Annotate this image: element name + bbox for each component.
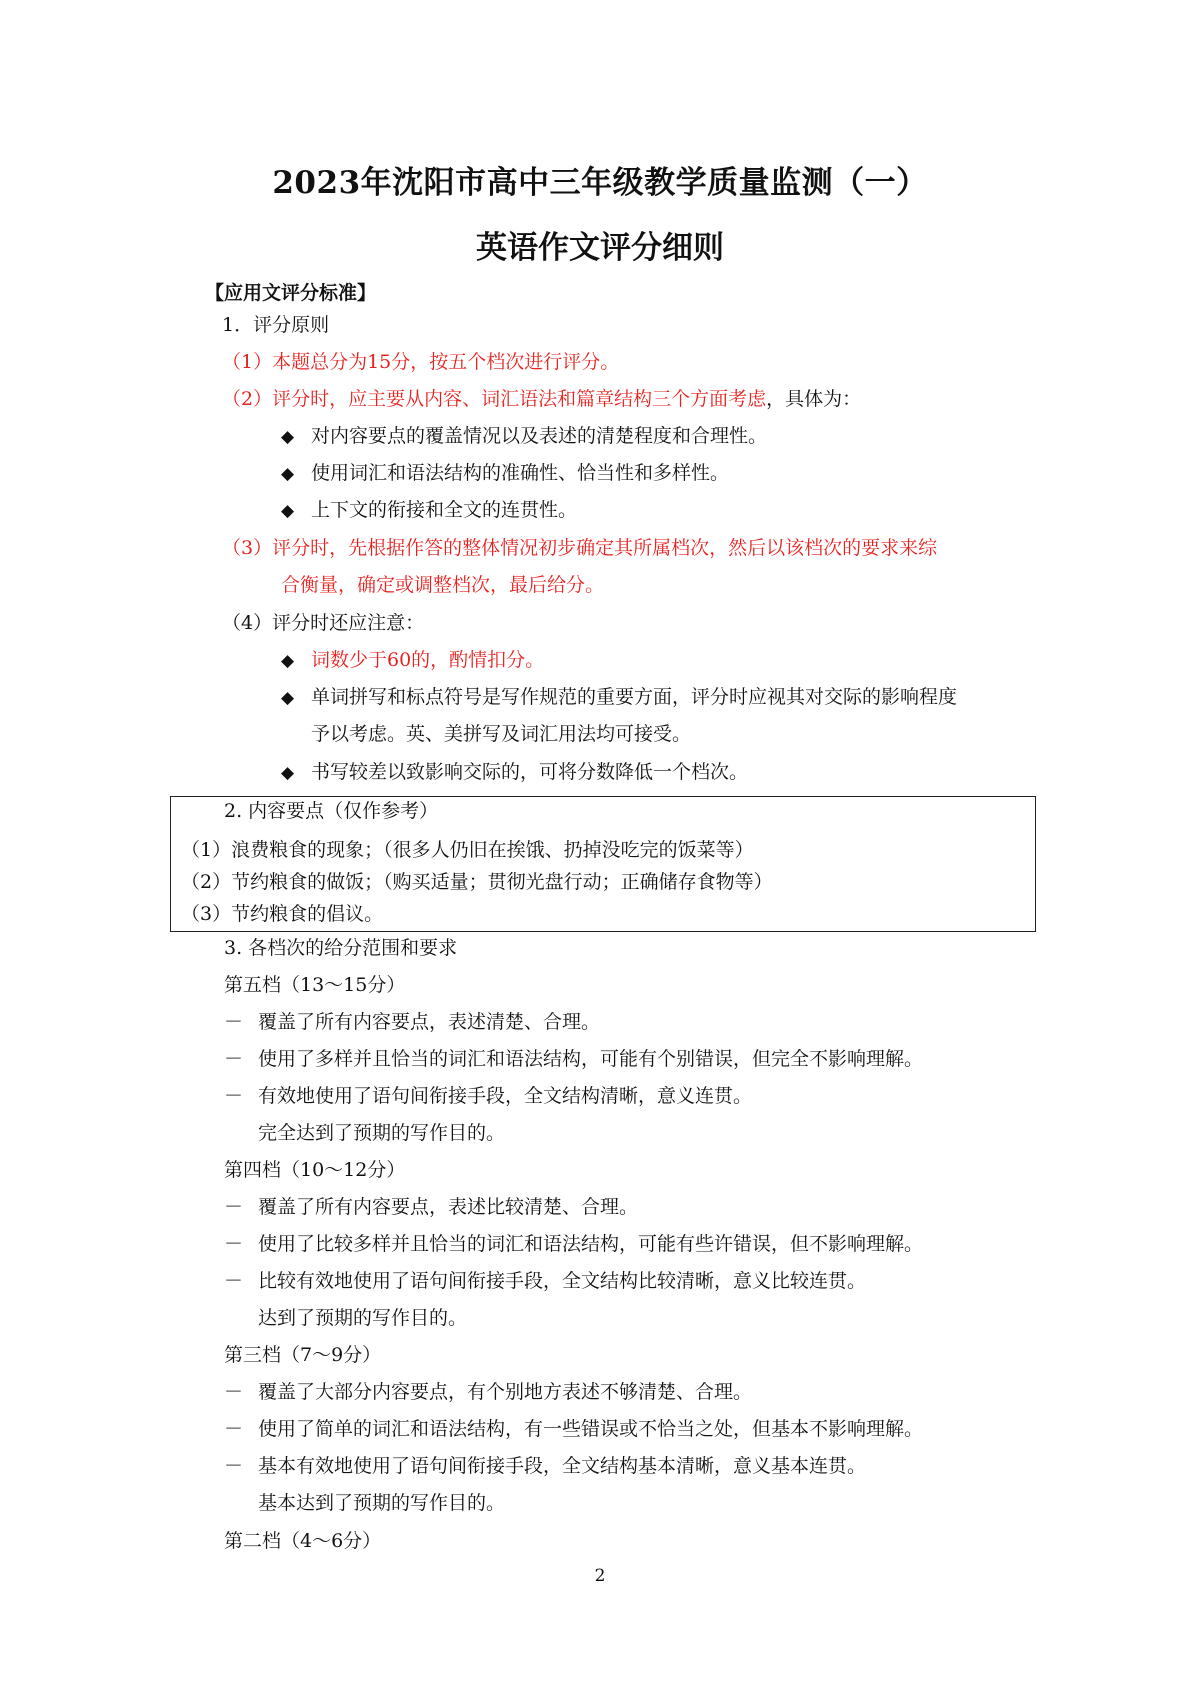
level-5-item-3 — [224, 1087, 752, 1106]
principle-2-highlight: （2）评分时，应主要从内容、词汇语法和篇章结构三个方面考虑 — [222, 388, 767, 410]
principle-3-line-2: 合衡量，确定或调整档次，最后给分。 — [281, 574, 605, 596]
principle-3-line-1: （3）评分时，先根据作答的整体情况初步确定其所属档次，然后以该档次的要求来综 — [222, 537, 938, 559]
page-number: 2 — [594, 1566, 606, 1586]
level-5-summary: 完全达到了预期的写作目的。 — [258, 1122, 506, 1144]
diamond-bullet-icon: ◆ — [281, 464, 295, 484]
section-heading: 【应用文评分标准】 — [205, 282, 377, 304]
diamond-bullet-icon: ◆ — [281, 501, 295, 521]
level-item-text: 覆盖了所有内容要点，表述比较清楚、合理。 — [258, 1196, 639, 1218]
principles-heading: 1．评分原则 — [222, 314, 330, 336]
dash-icon: － — [224, 1270, 244, 1292]
level-4-item-2 — [224, 1235, 923, 1254]
level-3-item-2 — [224, 1420, 923, 1439]
principle-2 — [222, 390, 861, 409]
bullet-text: 对内容要点的覆盖情况以及表述的清楚程度和合理性。 — [311, 425, 768, 447]
level-2-title: 第二档（4～6分） — [224, 1530, 382, 1552]
diamond-bullet-icon: ◆ — [281, 651, 295, 671]
level-4-item-1 — [224, 1198, 638, 1217]
level-5-title: 第五档（13～15分） — [224, 974, 406, 996]
content-points-heading: 2. 内容要点（仅作参考） — [224, 800, 439, 822]
bullet-text: 上下文的衔接和全文的连贯性。 — [311, 499, 578, 521]
level-3-title: 第三档（7～9分） — [224, 1344, 382, 1366]
level-4-item-3 — [224, 1272, 866, 1291]
dash-icon: － — [224, 1048, 244, 1070]
level-4-title: 第四档（10～12分） — [224, 1159, 406, 1181]
dash-icon: － — [224, 1418, 244, 1440]
level-item-text: 覆盖了大部分内容要点，有个别地方表述不够清楚、合理。 — [258, 1381, 753, 1403]
level-3-item-3 — [224, 1457, 866, 1476]
diamond-bullet-icon: ◆ — [281, 763, 295, 783]
bullet-text: 单词拼写和标点符号是写作规范的重要方面，评分时应视其对交际的影响程度 — [311, 686, 958, 708]
dash-icon: － — [224, 1455, 244, 1477]
note-bullet-1 — [281, 651, 544, 670]
level-5-item-2 — [224, 1050, 923, 1069]
bullet-text: 使用词汇和语法结构的准确性、恰当性和多样性。 — [311, 462, 730, 484]
level-item-text: 使用了多样并且恰当的词汇和语法结构，可能有个别错误，但完全不影响理解。 — [258, 1048, 924, 1070]
content-point-3: （3）节约粮食的倡议。 — [181, 903, 384, 925]
dash-icon: － — [224, 1233, 244, 1255]
level-item-text: 有效地使用了语句间衔接手段，全文结构清晰，意义连贯。 — [258, 1085, 753, 1107]
principle-1: （1）本题总分为15分，按五个档次进行评分。 — [222, 351, 620, 373]
level-3-item-1 — [224, 1383, 752, 1402]
level-item-text: 基本有效地使用了语句间衔接手段，全文结构基本清晰，意义基本连贯。 — [258, 1455, 867, 1477]
note-bullet-2 — [281, 688, 957, 707]
principle-bullet-1 — [281, 427, 767, 446]
dash-icon: － — [224, 1196, 244, 1218]
diamond-bullet-icon: ◆ — [281, 427, 295, 447]
level-item-text: 使用了比较多样并且恰当的词汇和语法结构，可能有些许错误，但不影响理解。 — [258, 1233, 924, 1255]
dash-icon: － — [224, 1381, 244, 1403]
level-4-summary: 达到了预期的写作目的。 — [258, 1307, 468, 1329]
document-subtitle: 英语作文评分细则 — [476, 230, 724, 266]
document-title: 2023年沈阳市高中三年级教学质量监测（一） — [272, 165, 928, 201]
dash-icon: － — [224, 1011, 244, 1033]
content-point-1: （1）浪费粮食的现象；（很多人仍旧在挨饿、扔掉没吃完的饭菜等） — [181, 839, 754, 861]
note-bullet-3 — [281, 763, 748, 782]
principle-2-rest: ，具体为： — [766, 388, 862, 410]
level-item-text: 使用了简单的词汇和语法结构，有一些错误或不恰当之处，但基本不影响理解。 — [258, 1418, 924, 1440]
principle-4: （4）评分时还应注意： — [222, 612, 425, 634]
bullet-text: 词数少于60的，酌情扣分。 — [311, 649, 545, 671]
diamond-bullet-icon: ◆ — [281, 688, 295, 708]
dash-icon: － — [224, 1085, 244, 1107]
level-3-summary: 基本达到了预期的写作目的。 — [258, 1492, 506, 1514]
bullet-text: 书写较差以致影响交际的，可将分数降低一个档次。 — [311, 761, 749, 783]
note-bullet-2-cont: 予以考虑。英、美拼写及词汇用法均可接受。 — [311, 723, 692, 745]
levels-heading: 3. 各档次的给分范围和要求 — [224, 937, 458, 959]
level-item-text: 比较有效地使用了语句间衔接手段，全文结构比较清晰，意义比较连贯。 — [258, 1270, 867, 1292]
content-point-2: （2）节约粮食的做饭；（购买适量；贯彻光盘行动；正确储存食物等） — [181, 871, 773, 893]
level-item-text: 覆盖了所有内容要点，表述清楚、合理。 — [258, 1011, 601, 1033]
principle-bullet-3 — [281, 501, 577, 520]
principle-bullet-2 — [281, 464, 729, 483]
level-5-item-1 — [224, 1013, 600, 1032]
